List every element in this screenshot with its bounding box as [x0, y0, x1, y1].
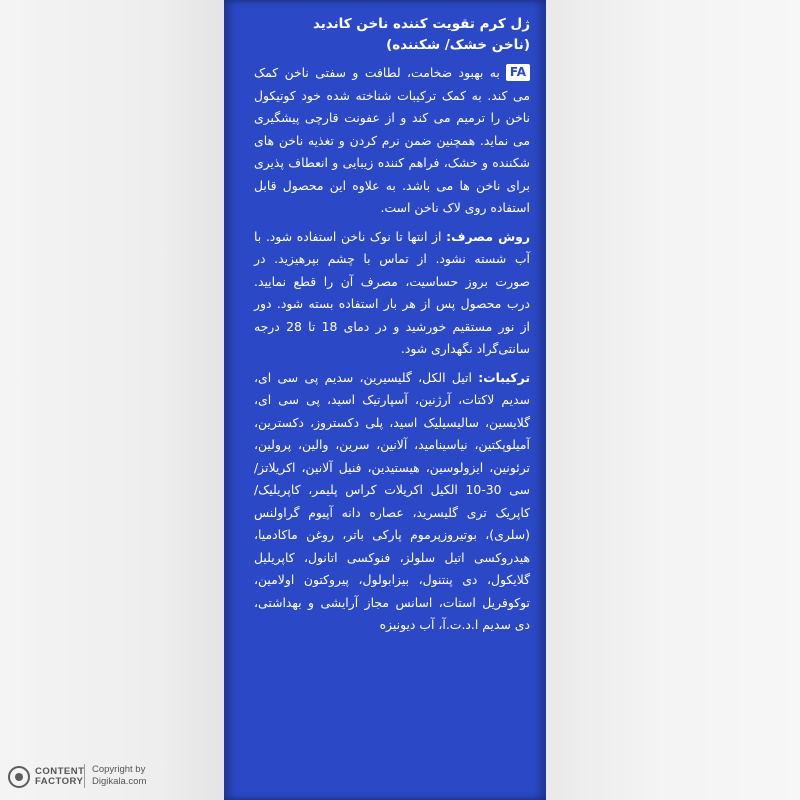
- copyright-line1: Copyright by: [92, 764, 146, 775]
- language-badge: FA: [506, 64, 530, 81]
- product-title-line1: ژل کرم تقویت کننده ناخن کاندید: [312, 16, 530, 32]
- content-factory-logo-text: [35, 767, 84, 787]
- description-text: به بهبود ضخامت، لطافت و سفتی ناخن کمک می کند. به کمک ترکیبات شناخته شده خود کوتیکول ناخن را ترمیم می کند و از عفونت قارچی پیشگیری می نماید. همچنین ضمن نرم کردن و تغذیه ناخن های شکننده و خشک، فراهم کننده زیبایی و انعطاف پذیری برای ناخن ها می باشد. به علاوه این محصول قابل استفاده روی لاک ناخن است.: [254, 65, 530, 215]
- logo-line1: CONTENT: [35, 766, 85, 777]
- left-background: [0, 0, 224, 800]
- copyright-notice: [92, 764, 146, 788]
- usage-label: روش مصرف:: [446, 228, 530, 244]
- content-factory-logo-icon: [8, 766, 30, 788]
- product-title-line2: (ناخن خشک/ شکننده): [386, 37, 530, 53]
- product-title: [254, 14, 530, 56]
- right-background: [546, 0, 800, 800]
- copyright-line2: Digikala.com: [92, 776, 147, 787]
- ingredients-label: ترکیبات:: [478, 369, 530, 385]
- usage-text: از انتها تا نوک ناخن استفاده شود. با آب شسته نشود. از تماس با چشم بپرهیزید. در صورت بروز حساسیت، مصرف آن را قطع نمایید. درب محصول پس از هر بار استفاده بسته شود. دور از نور مستقیم خورشید و در دمای 18 تا 28 درجه سانتی‌گراد نگهداری شود.: [254, 228, 530, 356]
- logo-line2: FACTORY: [35, 776, 84, 787]
- content-factory-logo: [8, 766, 84, 788]
- ingredients-paragraph: [254, 367, 530, 637]
- label-text-area: [254, 14, 530, 637]
- description-paragraph: [254, 62, 530, 220]
- product-box-side: [224, 0, 546, 800]
- usage-paragraph: [254, 226, 530, 361]
- ingredients-text: اتیل الکل، گلیسیرین، سدیم پی سی ای، سدیم لاکتات، آرژنین، آسپارتیک اسید، پی سی ای، گلایسین، سالیسیلیک اسید، پلی دکستروز، دکسترین، آمیلوپکتین، نیاسینامید، آلانین، سرین، والین، پرولین، ترئونین، ایزولوسین، هیستیدین، فنیل آلانین، اکریلاتز/سی 30-10 الکیل اکریلات کراس پلیمر، کاپریلیک/کاپریک تری گلیسرید، عصاره دانه آپیوم گراولنس (سلری)، بوتیروزپرموم پارکی باتر، روغن ماکادمیا، هیدروکسی اتیل سلولز، فنوکسی اتانول، کاپریلیل گلایکول، دی پنتنول، بیزابولول، پیروکتون اولامین، توکوفریل استات، اسانس مجاز آرایشی و بهداشتی، دی سدیم ا.د.ت.آ، آب دیونیزه: [254, 369, 530, 632]
- watermark-divider: [84, 764, 85, 788]
